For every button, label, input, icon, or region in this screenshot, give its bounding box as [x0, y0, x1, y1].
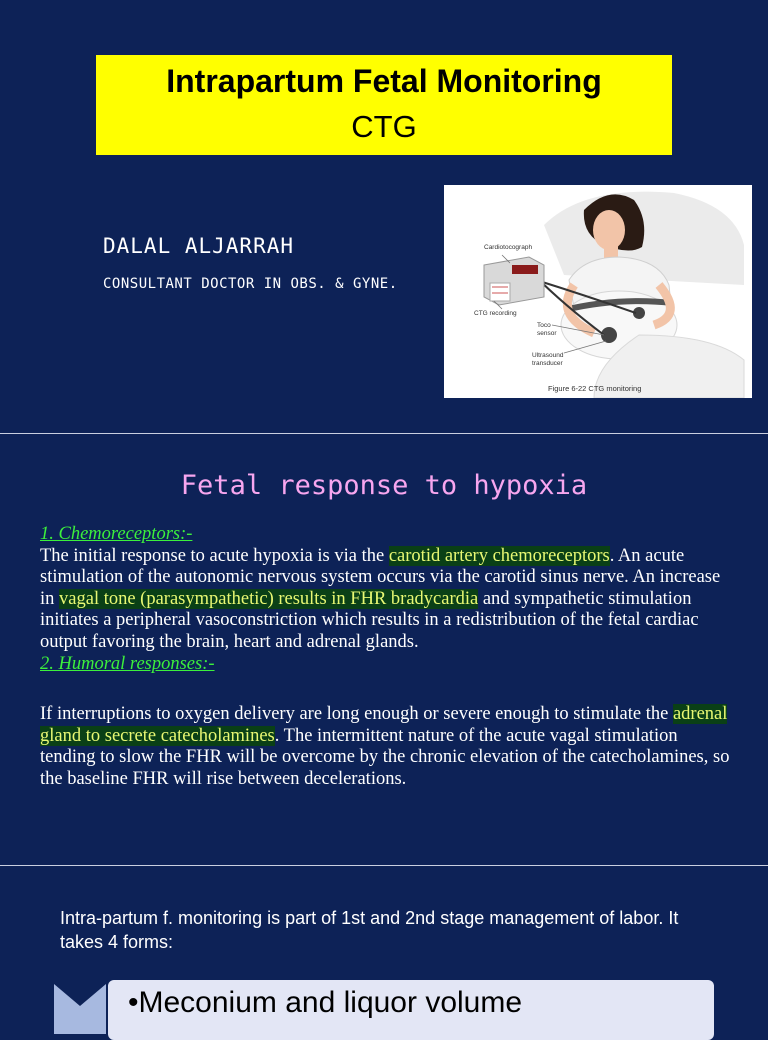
text-span: If interruptions to oxygen delivery are long enough or severe enough to stimulate the — [40, 704, 673, 724]
label-cardiotocograph: Cardiotocograph — [484, 244, 533, 251]
text-span: and sympathetic stimulation initiates a peripheral vasoconstriction which results in a redistribution of the fetal cardiac output favoring the brain, heart and adrenal glands. — [40, 588, 699, 652]
slide-title-line1: Intrapartum Fetal Monitoring — [166, 63, 602, 99]
subhead-chemoreceptors: 1. Chemoreceptors:- — [40, 524, 193, 544]
slide-title-line2: CTG — [351, 109, 417, 144]
title-box — [96, 55, 672, 155]
highlight-carotid: carotid artery chemoreceptors — [388, 545, 610, 566]
paragraph-humoral — [40, 704, 730, 790]
label-toco-sensor-2: sensor — [537, 330, 557, 337]
author-name: DALAL ALJARRAH — [103, 234, 295, 258]
subhead-humoral: 2. Humoral responses:- — [40, 653, 215, 674]
slide-fetal-response — [0, 434, 768, 865]
label-ultrasound-2: transducer — [532, 360, 563, 367]
ctg-illustration — [444, 185, 752, 398]
section-heading: Fetal response to hypoxia — [180, 470, 588, 501]
slide-title — [0, 0, 768, 433]
text-span: . The intermittent nature of the acute vagal stimulation tending to slow the FHR will be overcome by the chronic elevation of the catecholamines, so the baseline FHR will rise between decelerations. — [40, 725, 730, 789]
label-ctg-recording: CTG recording — [474, 310, 517, 317]
bullet-text: •Meconium and liquor volume — [128, 986, 523, 1019]
ctg-monitoring-figure — [444, 185, 752, 398]
text-span: The initial response to acute hypoxia is via the — [40, 545, 389, 566]
chevron-arrow-icon — [54, 984, 106, 1034]
label-ultrasound-1: Ultrasound — [532, 352, 564, 359]
label-toco-sensor-1: Toco — [537, 322, 551, 329]
slide-monitoring-forms — [0, 866, 768, 1024]
paragraph-chemoreceptors — [40, 524, 730, 675]
intro-text: Intra-partum f. monitoring is part of 1st and 2nd stage management of labor. It takes 4 forms: — [60, 908, 679, 952]
author-role: CONSULTANT DOCTOR IN OBS. & GYNE. — [103, 276, 398, 292]
highlight-adrenal: adrenal gland to secrete catecholamines — [40, 704, 728, 746]
highlight-vagal-tone: vagal tone (parasympathetic) results in FHR bradycardia — [59, 588, 479, 609]
text-span: . An acute stimulation of the autonomic nervous system occurs via the carotid sinus nerve. An increase in — [40, 545, 721, 609]
figure-caption: Figure 6-22 CTG monitoring — [548, 384, 642, 393]
bullet-item — [108, 980, 714, 1040]
